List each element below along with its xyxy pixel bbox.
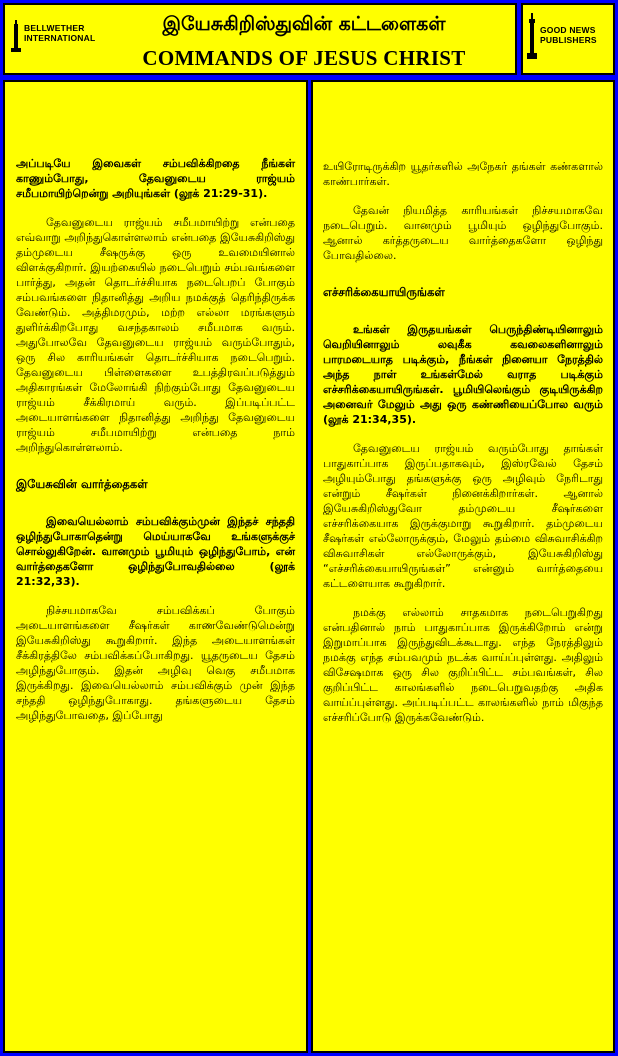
publisher-logo-panel (521, 3, 615, 75)
logo-right-line-1: GOOD NEWS (540, 25, 596, 35)
good-news-tower-icon (527, 13, 537, 63)
commentary-paragraph: தேவனுடைய ராஜ்யம் சமீபமாயிற்று என்பதை எவ்வாறு அறிந்துகொள்ளலாம் என்பதை இயேசுகிறிஸ்து தம்முடைய சீஷருக்கு ஒரு உவமையினால் விளக்குகிறார். இயற்கையில் நடைபெறும் சம்பவங்களை பார்த்து, அதன் தொடர்ச்சியாக நடைபெறப் போகும் சம்பவங்களை நிதானித்து அறிய நமக்குத் தெரிந்திருக்க வேண்டும். அத்திமரமும், மற்ற எல்லா மரங்களும் துளிர்க்கிறபோது வசந்தகாலம் சமீபமாக வரும். அதுபோலவே தேவனுடைய ராஜ்யம் வரும்போதும், ஒரு சில காரியங்கள் தொடர்ச்சியாக நடைபெறும். தேவனுடைய பிள்ளைகளை உபத்திரவப்படுத்தும் அதிகாரங்கள் மேலோங்கி நிற்கும்போது தேவனுடைய ராஜ்யம் சீக்கிரமாய் வரும். இப்படிப்பட்ட அடையாளங்களை நிதானித்து அறிந்து தேவனுடைய ராஜ்யம் சமீபமாயிற்று என்பதை நாம் அறிந்துகொள்ளலாம். (16, 216, 295, 454)
commentary-paragraph: உயிரோடிருக்கிற யூதர்களில் அநேகர் தங்கள் கண்களால் காண்பார்கள். (323, 160, 603, 188)
scripture-luke-21-34: உங்கள் இருதயங்கள் பெருந்திண்டியினாலும் வெறியினாலும் லவுகீக கவலைகளினாலும் பாரமடையாத படிக்கும், நீங்கள் நினையா நேரத்தில் அந்த நாள் உங்கள்மேல் வராத படிக்கும் எச்சரிக்கையாயிருங்கள். பூமியிலெங்கும் குடியிருக்கிற அனைவர் மேலும் அது ஒரு கண்ணியைப்போல வரும் (லூக் 21:34,35). (323, 323, 603, 426)
good-news-logo (527, 13, 597, 63)
section-heading-be-watchful: எச்சரிக்கையாயிருங்கள் (323, 285, 445, 299)
scripture-luke-21-32: இவையெல்லாம் சம்பவிக்கும்முன் இந்தச் சந்ததி ஒழிந்துபோகாதென்று மெய்யாகவே உங்களுக்குச் சொல்லுகிறேன். வானமும் பூமியும் ஒழிந்துபோம், என் வார்த்தைகளோ ஒழிந்துபோவதில்லை (லூக் 21:32,33). (16, 515, 295, 588)
page-title-english: COMMANDS OF JESUS CHRIST (142, 46, 466, 70)
right-column (311, 80, 615, 1053)
commentary-paragraph: நமக்கு எல்லாம் சாதகமாக நடைபெறுகிறது என்பதினால் நாம் பாதுகாப்பாக இருக்கிறோம் என்று இறுமாப்பாக இருந்துவிடக்கூடாது. எந்த நேரத்திலும் நமக்கு எந்த சம்பவமும் நடக்க வாய்ப்புள்ளது. அதிலும் விசேஷமாக ஒரு சில குறிப்பிட்ட சம்பவங்கள், சில குறிப்பிட்ட காலங்களில் நடைபெறுவதற்கு அதிக வாய்ப்புள்ளது. அப்படிப்பட்ட காலங்களில் நாம் மிகுந்த எச்சரிப்போடு இருக்கவேண்டும். (323, 606, 603, 724)
logo-left-line-1: BELLWETHER (24, 23, 85, 33)
commentary-paragraph: தேவனுடைய ராஜ்யம் வரும்போது தாங்கள் பாதுகாப்பாக இருப்பதாகவும், இஸ்ரவேல் தேசம் அழியும்போது தங்களுக்கு ஒரு அழிவும் நேரிடாது என்றும் சீஷர்கள் நினைக்கிறார்கள். ஆனால் இயேசுகிறிஸ்துவோ தம்முடைய சீஷர்களை எச்சரிக்கையாக இருக்குமாறு கூறுகிறார். தம்முடைய சீஷர்கள் எல்லோருக்கும், மேலும் தம்மை விசுவாசிக்கிற விசுவாசிகள் எல்லோருக்கும், இயேசுகிறிஸ்து “எச்சரிக்கையாயிருங்கள்” என்னும் வார்த்தையை கட்டளையாக கூறுகிறார். (323, 442, 603, 590)
page-title-tamil: இயேசுகிறிஸ்துவின் கட்டளைகள் (162, 13, 446, 35)
bellwether-logo (11, 20, 95, 54)
logo-right-line-2: PUBLISHERS (540, 35, 597, 45)
header-title-panel (3, 3, 517, 75)
commentary-paragraph: நிச்சயமாகவே சம்பவிக்கப் போகும் அடையாளங்களை சீஷர்கள் காணவேண்டுமென்று இயேசுகிறிஸ்து கூறுகிறார். இந்த அடையாளங்கள் சீக்கிரத்திலே சம்பவிக்கப்போகிறது. யூதருடைய தேசம் அழிந்துபோகும். இதன் அழிவு வெகு சமீபமாக இருக்கிறது. இவையெல்லாம் சம்பவிக்கும் முன் இந்த சந்ததி ஒழிந்துபோகாது. தங்களுடைய தேசம் அழிந்துபோவதை, இப்போது (16, 604, 295, 722)
logo-left-line-2: INTERNATIONAL (24, 33, 96, 43)
scripture-luke-21-29: அப்படியே இவைகள் சம்பவிக்கிறதை நீங்கள் காணும்போது, தேவனுடைய ராஜ்யம் சமீபமாயிற்றென்று அறியுங்கள் (லூக் 21:29-31). (16, 157, 295, 200)
commentary-paragraph: தேவன் நியமித்த காரியங்கள் நிச்சயமாகவே நடைபெறும். வானமும் பூமியும் ஒழிந்துபோகும். ஆனால் கர்த்தருடைய வார்த்தைகளோ ஒழிந்து போவதில்லை. (323, 204, 603, 262)
left-column (3, 80, 308, 1053)
section-heading-words-of-jesus: இயேசுவின் வார்த்தைகள் (16, 477, 148, 491)
bellwether-bell-icon (11, 20, 21, 54)
